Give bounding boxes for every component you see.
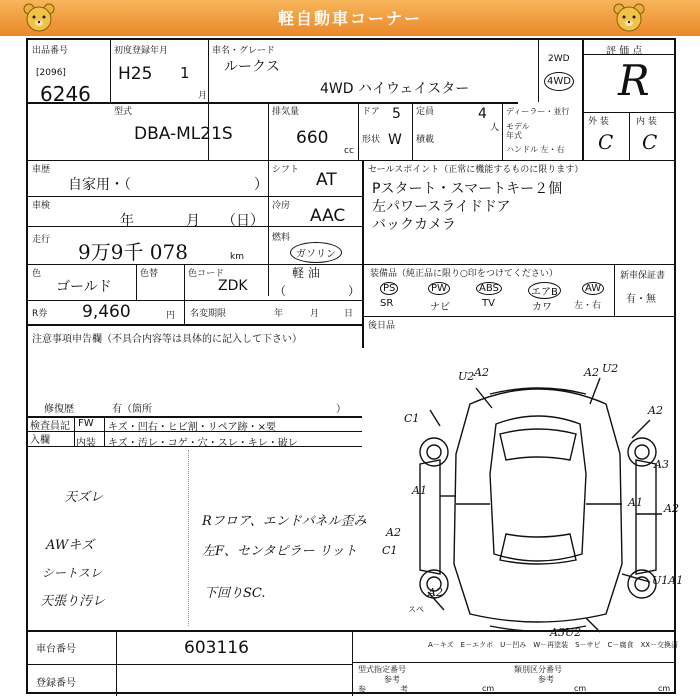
footer-cm: cm [658, 684, 671, 693]
damage-mark: A3U2 [550, 626, 582, 639]
fuel-other-close: ） [348, 284, 361, 298]
damage-mark: U1A1 [652, 574, 684, 587]
handwritten-note: 天ズレ [64, 490, 104, 505]
load-label: 積載 [416, 135, 435, 145]
inspection-day: （日） [222, 213, 264, 229]
recycle-unit: 円 [166, 311, 176, 321]
shift-label: シフト [272, 165, 300, 175]
equipment-pw: PW [428, 282, 450, 295]
drive-value: 4WD [544, 72, 574, 91]
grade-score-label: 評 価 点 [606, 46, 643, 57]
doors-value: 5 [392, 106, 401, 122]
notes-label: 注意事項申告欄（不具合内容等は具体的に記入して下さい） [32, 334, 302, 345]
equipment-navi: ナビ [430, 302, 450, 313]
ac-label: 冷房 [272, 201, 291, 211]
color-label: 色 [32, 269, 42, 279]
damage-mark: U2 [602, 362, 619, 375]
lot-number: 6246 [40, 82, 91, 106]
model-code-label: 型式 [114, 107, 133, 117]
exterior-grade: C [598, 130, 614, 154]
equipment-sr: SR [380, 298, 394, 309]
recycle-value: 9,460 [82, 302, 131, 322]
inspection-label: 車検 [32, 201, 51, 211]
model-code: DBA-ML21S [134, 124, 233, 144]
lot-code: [2096] [36, 68, 66, 78]
damage-mark: C1 [382, 544, 398, 557]
equipment-side: 左・右 [574, 301, 602, 311]
damage-mark: A2 [648, 404, 663, 417]
first-reg-label: 初度登録年月 [114, 46, 169, 56]
fuel-diesel: 軽 油 [292, 266, 320, 280]
handwritten-note: Rフロア、エンドパネル歪み [202, 514, 367, 529]
footer-ref-prefix: 参 [358, 685, 366, 694]
first-reg-era-year: H25 [118, 64, 153, 84]
fuel-label: 燃料 [272, 233, 291, 243]
dealer-label: ディーラー・並行 [506, 107, 570, 116]
fuel-gasoline: ガソリン [290, 242, 342, 263]
grade-score: R [618, 56, 650, 105]
equipment-label: 装備品（純正品に限り○印をつけてください） [370, 269, 558, 279]
name-change-year: 年 [274, 309, 284, 319]
type-designation-ref: 参考 [384, 675, 400, 684]
sales-point-item: 左パワースライドドア [372, 199, 511, 215]
sales-point-item: バックカメラ [372, 217, 456, 233]
handwritten-note: 左F、センタピラー リット [202, 544, 358, 559]
shape-label: 形状 [362, 135, 381, 145]
damage-mark: A3 [654, 458, 669, 471]
damage-mark: A2 [474, 366, 489, 379]
damage-mark: A2 [428, 586, 443, 599]
interior-label: 内 装 [636, 117, 657, 127]
repair-history-value: 有（箇所 [112, 404, 152, 415]
damage-mark: A1 [412, 484, 427, 497]
warranty-label: 新車保証書 [620, 271, 666, 281]
repair-history-label: 修復歴 [44, 404, 74, 415]
footer-cm: cm [482, 684, 495, 693]
equipment-airbag: エアB [528, 282, 561, 299]
sales-points-label: セールスポイント（正常に機能するものに限ります） [368, 165, 584, 175]
registration-label: 登録番号 [36, 678, 76, 689]
later-items-label: 後日品 [368, 321, 396, 331]
inspection-year: 年 [120, 213, 134, 229]
color-change-label: 色替 [140, 269, 159, 279]
damage-mark: A2 [584, 366, 599, 379]
auction-sheet [26, 38, 684, 694]
warranty-value: 有・無 [626, 294, 656, 305]
type-designation-label: 型式指定番号 [358, 665, 406, 674]
doors-label: ドア [362, 107, 380, 117]
category-number-label: 類別区分番号 [514, 665, 562, 674]
shape-value: W [388, 132, 402, 148]
mileage-unit: km [230, 252, 244, 262]
ac-value: AAC [310, 206, 346, 226]
history-label: 車歴 [32, 165, 51, 175]
equipment-aw: AW [582, 282, 604, 295]
damage-mark: A2 [386, 526, 401, 539]
displacement-unit: cc [344, 146, 354, 156]
handwritten-note: シートスレ [42, 566, 102, 580]
capacity-unit: 人 [490, 123, 500, 133]
first-reg-month-unit: 月 [198, 91, 208, 101]
drive-2wd-label: 2WD [548, 54, 570, 64]
equipment-ps: PS [380, 282, 398, 295]
first-reg-month: 1 [180, 64, 190, 82]
inspector-interior: 内装 [76, 438, 96, 449]
repair-history-close: ） [336, 404, 346, 415]
name-change-month: 月 [310, 309, 320, 319]
exterior-label: 外 装 [588, 117, 609, 127]
banner-title: 軽自動車コーナー [277, 9, 422, 28]
handwritten-note: AWキズ [46, 538, 94, 553]
history-value: 自家用・（ [68, 177, 131, 193]
diagram-caption: スペ [408, 605, 424, 614]
name-change-label: 名変期限 [190, 309, 227, 319]
model-name-label: 車名・グレード [212, 46, 276, 56]
damage-mark: A2 [664, 502, 679, 515]
inspector-label: 検査員記入欄 [30, 421, 70, 446]
bear-logo-icon [612, 2, 646, 34]
recycle-label: R券 [32, 309, 48, 319]
damage-mark: C1 [404, 412, 420, 425]
chassis-label: 車台番号 [36, 644, 76, 655]
bear-logo-icon [22, 2, 56, 34]
handle-label: ハンドル 左・右 [506, 145, 565, 154]
fuel-other-open: （ [274, 284, 287, 298]
equipment-tv: TV [482, 298, 495, 309]
model-grade: 4WD ハイウェイスター [320, 81, 470, 97]
mileage-label: 走行 [32, 235, 51, 245]
interior-grade: C [642, 130, 658, 154]
handwritten-note: 下回りSC. [204, 586, 266, 601]
sales-point-item: Pスタート・スマートキー２個 [372, 181, 563, 197]
name-change-day: 日 [344, 309, 354, 319]
equipment-abs: ABS [476, 282, 502, 295]
displacement-label: 排気量 [272, 107, 300, 117]
equipment-leather: カワ [532, 302, 552, 313]
color-code: ZDK [218, 278, 248, 294]
lot-number-label: 出品番号 [32, 46, 69, 56]
category-number-ref: 参考 [538, 675, 554, 684]
capacity-value: 4 [478, 106, 487, 122]
history-close: ） [254, 177, 268, 193]
displacement-value: 660 [296, 128, 329, 148]
inspector-fw-items: キズ・凹右・ヒビ割・リペア跡・×要 [108, 422, 276, 433]
model-name: ルークス [224, 59, 280, 75]
inspector-interior-items: キズ・汚レ・コゲ・穴・スレ・キレ・破レ [108, 438, 298, 449]
footer-cm: cm [574, 684, 587, 693]
damage-mark: U2 [458, 370, 475, 383]
footer-ref-suffix: 考 [400, 685, 408, 694]
inspector-fw: FW [78, 418, 94, 429]
shift-value: AT [316, 170, 337, 190]
chassis-number: 603116 [184, 638, 249, 658]
handwritten-note: 天張り汚レ [40, 594, 106, 609]
color-value: ゴールド [56, 279, 112, 295]
model-year-label: モデル年式 [506, 122, 530, 140]
damage-legend: A－キズ E－エクボ U－凹み W－再塗装 S－サビ C－腐食 XX－交換済 [428, 641, 679, 649]
capacity-label: 定員 [416, 107, 435, 117]
damage-mark: A1 [628, 496, 643, 509]
mileage-value: 9万9千 078 [78, 240, 188, 264]
color-code-label: 色コード [188, 269, 225, 279]
inspection-month: 月 [186, 213, 200, 229]
